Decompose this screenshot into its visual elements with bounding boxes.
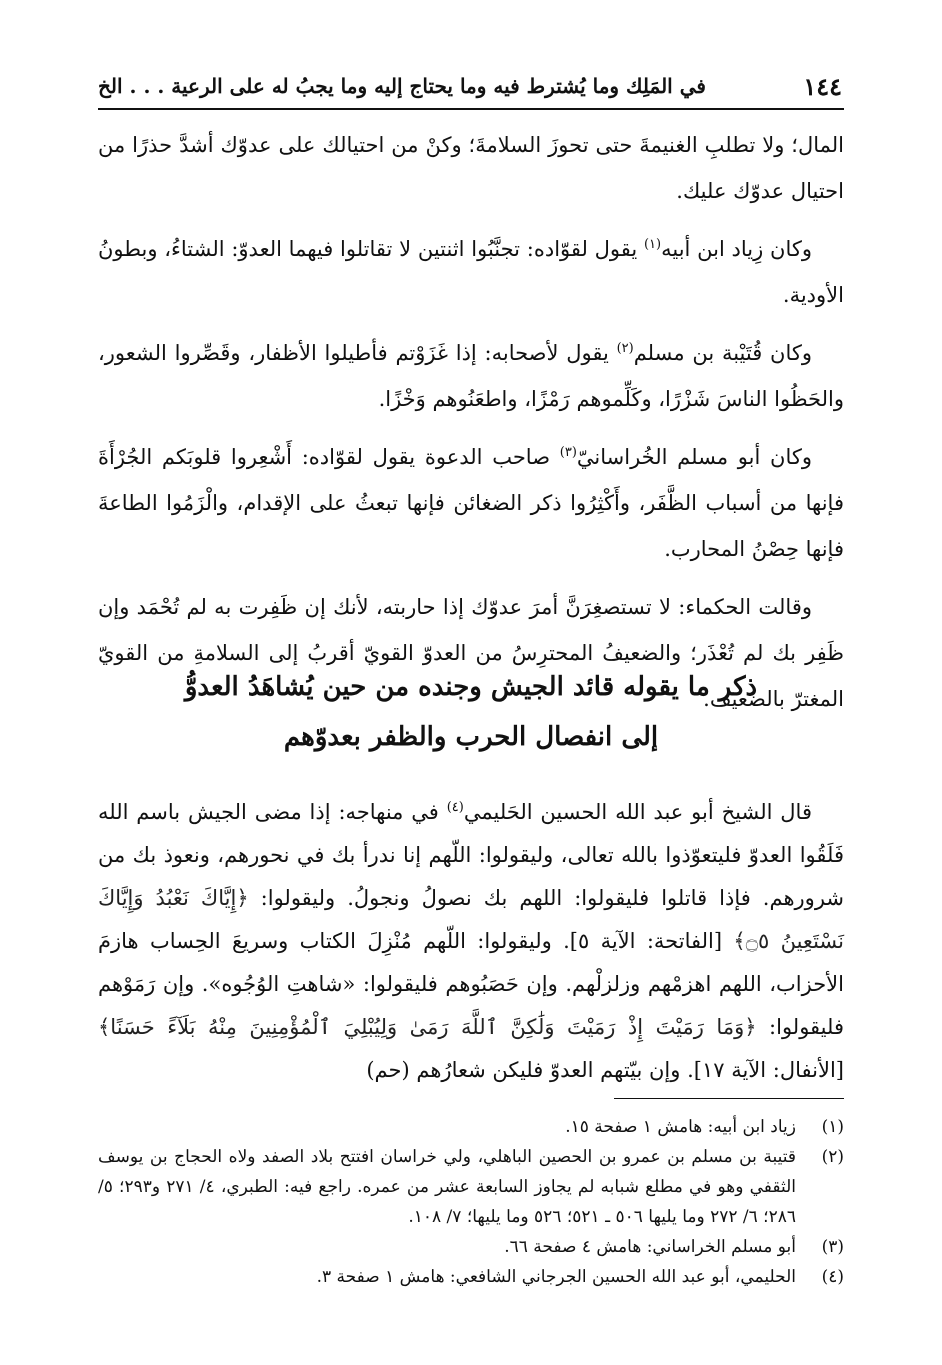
footnote-number: (٣)	[821, 1237, 844, 1257]
section-heading	[98, 662, 844, 762]
footnote	[98, 1262, 844, 1292]
verse-reference: [الفاتحة: الآية ٥].	[563, 929, 723, 953]
quran-verse: ﴿إِيَّاكَ نَعْبُدُ وَإِيَّاكَ نَسْتَعِينُ ۝٥﴾	[98, 886, 844, 953]
heading-line-1: ذكر ما يقوله قائد الجيش وجنده من حين يُشاهَدُ العدوُّ	[184, 672, 758, 702]
paragraph-text: وكان أبو مسلم الخُراسانيّ	[576, 445, 812, 469]
paragraph-text: وإن بيّتهم العدوّ فليكن شعارُهم (حم)	[366, 1058, 681, 1082]
running-header	[98, 66, 842, 106]
paragraph: وقالت الحكماء: لا تستصغِرَنَّ أمرَ عدوّك إذا حاربته، لأنك إن ظَفِرت به لم تُحْمَد وإن ظَفِر بك لم تُعْذَر؛ والضعيفُ المحترِسُ من العدوّ القويّ أقربُ إلى السلامةِ من القويّ المغترّ بالضعيف.	[98, 595, 844, 711]
footnote	[98, 1142, 844, 1232]
footnote-text: قتيبة بن مسلم بن عمرو بن الحصين الباهلي، ولي خراسان افتتح بلاد الصفد ولاه الحجاج بن يوسف الثقفي وهو في مطلع شبابه لم يجاوز السابعة عشر من عمره. راجع فيه: الطبري، ٤/ ٢٧١ و٢٩٣؛ ٥/ ٢٨٦؛ ٦/ ٢٧٢ وما يليها ٥٠٦ ـ ٥٢١؛ ٥٢٦ وما يليها؛ ٧/ ١٠٨.	[98, 1147, 796, 1227]
footnote-ref: (٣)	[559, 445, 577, 460]
body-text	[98, 122, 844, 734]
footnotes	[98, 1112, 844, 1292]
header-divider	[98, 108, 844, 110]
paragraph-text: وكان زِياد ابن أبيه	[661, 237, 812, 261]
footnote	[98, 1112, 844, 1142]
footnote-text: زياد ابن أبيه: هامش ١ صفحة ١٥.	[565, 1117, 796, 1137]
footnote-text: الحليمي، أبو عبد الله الحسين الجرجاني الشافعي: هامش ١ صفحة ٣.	[316, 1267, 796, 1287]
footnote-divider	[614, 1098, 844, 1099]
footnote-number: (١)	[821, 1117, 844, 1137]
section-paragraph	[98, 791, 844, 1092]
verse-reference: [الأنفال: الآية ١٧].	[687, 1058, 844, 1082]
page-number: ١٤٤	[803, 71, 842, 101]
paragraph-text: قال الشيخ أبو عبد الله الحسين الحَليمي	[463, 800, 812, 824]
paragraph-text: يقول لقوّاده: تجنَّبُوا اثنتين لا تقاتلوا فيهما العدوّ: الشتاءُ، وبطونُ الأودية.	[98, 237, 844, 307]
footnote	[98, 1232, 844, 1262]
paragraph-text: صاحب الدعوة يقول لقوّاده: أَشْعِروا قلوبَكم الجُرْأَةَ فإنها من أسباب الظَّفَر، وأَكْثِرُوا ذكر الضغائن فإنها تبعثُ على الإقدام، والْزَمُوا الطاعةَ فإنها حِصْنُ المحارب.	[98, 445, 844, 561]
running-title: في المَلِك وما يُشترط فيه وما يحتاج إليه وما يجبُ له على الرعية . . . الخ	[98, 74, 706, 98]
paragraph-text: في منهاجه: إذا مضى الجيش باسم الله فَلَقُوا العدوّ فليتعوّذوا بالله تعالى، وليقولوا: اللّهم إنا ندرأ بك في نحورهم، ونعوذ بك من شرورهم. فإذا قاتلوا فليقولوا: اللهم بك نصولُ ونجولُ. وليقولوا:	[98, 800, 844, 910]
paragraph	[98, 434, 844, 572]
footnote-number: (٢)	[821, 1147, 844, 1167]
paragraph-text: وكان قُتَيْبة بن مسلم	[633, 341, 812, 365]
paragraph	[98, 330, 844, 422]
footnote-number: (٤)	[821, 1267, 844, 1287]
paragraph	[98, 226, 844, 318]
footnote-ref: (٤)	[446, 800, 464, 815]
footnote-ref: (١)	[643, 237, 662, 252]
quran-verse: ﴿وَمَا رَمَيْتَ إِذْ رَمَيْتَ وَلَٰكِنَّ ٱللَّهَ رَمَىٰ وَلِيُبْلِيَ ٱلْمُؤْمِنِينَ مِنْهُ بَلَآءً حَسَنًا﴾	[98, 1015, 757, 1039]
paragraph-text: وليقولوا: اللّهم مُنْزِلَ الكتاب وسريعَ الحِساب هازمَ الأحزاب، اللهم اهزمْهم وزلزلْهم. وإن حَصَبُوهم فليقولوا: «شاهتِ الوُجُوه». وإن رَمَوْهم فليقولوا:	[98, 929, 844, 1039]
paragraph: المال؛ ولا تطلبِ الغنيمةَ حتى تحوزَ السلامةَ؛ وكنْ من احتيالك على عدوّك أشدَّ حذرًا من احتيال عدوّك عليك.	[98, 133, 844, 203]
paragraph-text: يقول لأصحابه: إذا غَزَوْتم فأطيلوا الأظفار، وقَصِّروا الشعور، والحَظُوا الناسَ شَزْرًا، وكَلِّموهم رَمْزًا، واطعَنُوهم وَخْزًا.	[98, 341, 844, 411]
footnote-ref: (٢)	[616, 341, 634, 356]
footnote-text: أبو مسلم الخراساني: هامش ٤ صفحة ٦٦.	[504, 1237, 796, 1257]
heading-line-2: إلى انفصال الحرب والظفر بعدوّهم	[283, 722, 659, 752]
